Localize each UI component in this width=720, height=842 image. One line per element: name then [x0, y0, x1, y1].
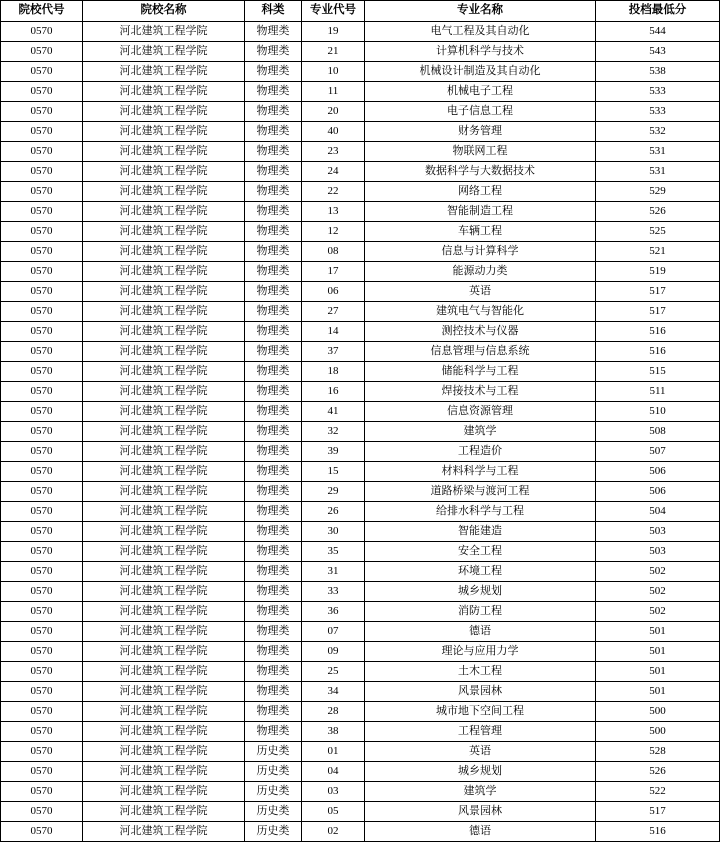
cell-school-code: 0570: [1, 282, 83, 302]
cell-min-score: 501: [596, 682, 720, 702]
cell-school-code: 0570: [1, 162, 83, 182]
table-row: [1, 162, 720, 182]
cell-school-code: 0570: [1, 202, 83, 222]
cell-major-name: 电子信息工程: [365, 102, 596, 122]
table-row: [1, 342, 720, 362]
cell-min-score: 504: [596, 502, 720, 522]
cell-school-name: 河北建筑工程学院: [83, 282, 245, 302]
cell-category: 物理类: [245, 442, 302, 462]
cell-major-code: 06: [302, 282, 365, 302]
table-row: [1, 702, 720, 722]
cell-major-code: 38: [302, 722, 365, 742]
cell-major-code: 32: [302, 422, 365, 442]
cell-category: 物理类: [245, 642, 302, 662]
table-row: [1, 502, 720, 522]
cell-major-code: 16: [302, 382, 365, 402]
table-row: [1, 422, 720, 442]
table-row: [1, 142, 720, 162]
cell-school-name: 河北建筑工程学院: [83, 142, 245, 162]
cell-min-score: 508: [596, 422, 720, 442]
cell-school-code: 0570: [1, 402, 83, 422]
cell-school-name: 河北建筑工程学院: [83, 762, 245, 782]
cell-major-code: 12: [302, 222, 365, 242]
cell-min-score: 526: [596, 202, 720, 222]
cell-major-name: 信息与计算科学: [365, 242, 596, 262]
cell-min-score: 515: [596, 362, 720, 382]
cell-major-code: 15: [302, 462, 365, 482]
cell-major-code: 30: [302, 522, 365, 542]
cell-major-name: 智能建造: [365, 522, 596, 542]
cell-min-score: 517: [596, 302, 720, 322]
cell-min-score: 502: [596, 582, 720, 602]
cell-major-name: 建筑学: [365, 422, 596, 442]
cell-min-score: 511: [596, 382, 720, 402]
cell-major-name: 消防工程: [365, 602, 596, 622]
cell-school-code: 0570: [1, 742, 83, 762]
cell-major-name: 理论与应用力学: [365, 642, 596, 662]
table-header-row: [1, 1, 720, 22]
cell-school-name: 河北建筑工程学院: [83, 62, 245, 82]
cell-major-name: 能源动力类: [365, 262, 596, 282]
cell-school-code: 0570: [1, 302, 83, 322]
cell-category: 物理类: [245, 482, 302, 502]
cell-category: 物理类: [245, 702, 302, 722]
cell-min-score: 522: [596, 782, 720, 802]
cell-school-code: 0570: [1, 122, 83, 142]
cell-category: 物理类: [245, 542, 302, 562]
cell-major-name: 工程造价: [365, 442, 596, 462]
table-row: [1, 462, 720, 482]
cell-major-name: 信息管理与信息系统: [365, 342, 596, 362]
cell-school-name: 河北建筑工程学院: [83, 582, 245, 602]
cell-major-code: 39: [302, 442, 365, 462]
cell-school-code: 0570: [1, 662, 83, 682]
column-header-major-name: 专业名称: [365, 1, 596, 22]
cell-major-code: 14: [302, 322, 365, 342]
cell-school-name: 河北建筑工程学院: [83, 622, 245, 642]
cell-major-code: 10: [302, 62, 365, 82]
cell-school-name: 河北建筑工程学院: [83, 482, 245, 502]
table-row: [1, 642, 720, 662]
cell-major-code: 40: [302, 122, 365, 142]
cell-major-code: 37: [302, 342, 365, 362]
table-row: [1, 582, 720, 602]
cell-category: 物理类: [245, 662, 302, 682]
column-header-major-code: 专业代号: [302, 1, 365, 22]
cell-school-name: 河北建筑工程学院: [83, 782, 245, 802]
cell-school-code: 0570: [1, 702, 83, 722]
cell-category: 物理类: [245, 402, 302, 422]
cell-major-name: 土木工程: [365, 662, 596, 682]
table-row: [1, 262, 720, 282]
cell-major-code: 36: [302, 602, 365, 622]
cell-min-score: 519: [596, 262, 720, 282]
cell-school-code: 0570: [1, 102, 83, 122]
cell-major-code: 18: [302, 362, 365, 382]
cell-major-name: 物联网工程: [365, 142, 596, 162]
cell-min-score: 516: [596, 322, 720, 342]
table-row: [1, 222, 720, 242]
table-row: [1, 782, 720, 802]
cell-min-score: 521: [596, 242, 720, 262]
cell-major-code: 23: [302, 142, 365, 162]
cell-major-code: 04: [302, 762, 365, 782]
table-row: [1, 542, 720, 562]
cell-school-name: 河北建筑工程学院: [83, 802, 245, 822]
cell-min-score: 529: [596, 182, 720, 202]
cell-school-name: 河北建筑工程学院: [83, 22, 245, 42]
cell-min-score: 501: [596, 622, 720, 642]
cell-school-code: 0570: [1, 82, 83, 102]
cell-school-code: 0570: [1, 142, 83, 162]
cell-school-code: 0570: [1, 802, 83, 822]
cell-category: 物理类: [245, 282, 302, 302]
cell-major-code: 41: [302, 402, 365, 422]
cell-school-code: 0570: [1, 682, 83, 702]
cell-min-score: 501: [596, 662, 720, 682]
cell-major-name: 道路桥梁与渡河工程: [365, 482, 596, 502]
cell-category: 物理类: [245, 502, 302, 522]
cell-min-score: 516: [596, 822, 720, 842]
cell-min-score: 543: [596, 42, 720, 62]
cell-school-code: 0570: [1, 782, 83, 802]
cell-major-code: 28: [302, 702, 365, 722]
cell-school-name: 河北建筑工程学院: [83, 222, 245, 242]
cell-category: 物理类: [245, 722, 302, 742]
cell-school-name: 河北建筑工程学院: [83, 662, 245, 682]
cell-min-score: 532: [596, 122, 720, 142]
column-header-school-code: 院校代号: [1, 1, 83, 22]
cell-min-score: 531: [596, 142, 720, 162]
table-row: [1, 242, 720, 262]
cell-min-score: 533: [596, 102, 720, 122]
cell-major-code: 31: [302, 562, 365, 582]
cell-major-name: 风景园林: [365, 682, 596, 702]
table-row: [1, 622, 720, 642]
cell-category: 物理类: [245, 42, 302, 62]
table-row: [1, 522, 720, 542]
cell-major-name: 计算机科学与技术: [365, 42, 596, 62]
cell-major-name: 城乡规划: [365, 762, 596, 782]
cell-school-name: 河北建筑工程学院: [83, 302, 245, 322]
cell-school-code: 0570: [1, 602, 83, 622]
table-row: [1, 102, 720, 122]
cell-school-code: 0570: [1, 22, 83, 42]
cell-school-code: 0570: [1, 822, 83, 842]
cell-school-code: 0570: [1, 242, 83, 262]
cell-school-name: 河北建筑工程学院: [83, 402, 245, 422]
cell-school-code: 0570: [1, 62, 83, 82]
cell-category: 历史类: [245, 782, 302, 802]
cell-school-name: 河北建筑工程学院: [83, 82, 245, 102]
cell-category: 物理类: [245, 162, 302, 182]
cell-major-name: 风景园林: [365, 802, 596, 822]
cell-major-name: 数据科学与大数据技术: [365, 162, 596, 182]
cell-major-name: 英语: [365, 282, 596, 302]
cell-school-code: 0570: [1, 422, 83, 442]
cell-school-name: 河北建筑工程学院: [83, 242, 245, 262]
cell-major-name: 城乡规划: [365, 582, 596, 602]
cell-major-name: 工程管理: [365, 722, 596, 742]
cell-major-name: 英语: [365, 742, 596, 762]
cell-category: 物理类: [245, 582, 302, 602]
cell-major-code: 34: [302, 682, 365, 702]
cell-school-code: 0570: [1, 342, 83, 362]
cell-school-code: 0570: [1, 762, 83, 782]
cell-major-name: 建筑学: [365, 782, 596, 802]
cell-school-name: 河北建筑工程学院: [83, 462, 245, 482]
cell-category: 物理类: [245, 102, 302, 122]
cell-school-code: 0570: [1, 522, 83, 542]
cell-major-name: 财务管理: [365, 122, 596, 142]
cell-min-score: 500: [596, 702, 720, 722]
table-row: [1, 202, 720, 222]
cell-min-score: 517: [596, 802, 720, 822]
cell-school-name: 河北建筑工程学院: [83, 542, 245, 562]
cell-major-code: 27: [302, 302, 365, 322]
cell-major-code: 29: [302, 482, 365, 502]
cell-school-code: 0570: [1, 222, 83, 242]
column-header-category: 科类: [245, 1, 302, 22]
table-row: [1, 802, 720, 822]
cell-major-name: 焊接技术与工程: [365, 382, 596, 402]
cell-school-name: 河北建筑工程学院: [83, 322, 245, 342]
table-row: [1, 662, 720, 682]
cell-major-code: 19: [302, 22, 365, 42]
cell-major-code: 24: [302, 162, 365, 182]
table-row: [1, 362, 720, 382]
cell-min-score: 501: [596, 642, 720, 662]
table-row: [1, 282, 720, 302]
cell-min-score: 507: [596, 442, 720, 462]
table-row: [1, 682, 720, 702]
cell-school-name: 河北建筑工程学院: [83, 262, 245, 282]
cell-major-code: 03: [302, 782, 365, 802]
table-row: [1, 382, 720, 402]
cell-major-code: 22: [302, 182, 365, 202]
table-row: [1, 602, 720, 622]
cell-category: 物理类: [245, 342, 302, 362]
cell-category: 物理类: [245, 682, 302, 702]
table-row: [1, 762, 720, 782]
cell-category: 物理类: [245, 382, 302, 402]
cell-min-score: 517: [596, 282, 720, 302]
table-row: [1, 562, 720, 582]
cell-major-name: 机械电子工程: [365, 82, 596, 102]
cell-school-code: 0570: [1, 622, 83, 642]
cell-school-name: 河北建筑工程学院: [83, 502, 245, 522]
cell-major-code: 33: [302, 582, 365, 602]
cell-school-name: 河北建筑工程学院: [83, 702, 245, 722]
cell-category: 物理类: [245, 462, 302, 482]
cell-school-code: 0570: [1, 482, 83, 502]
cell-category: 物理类: [245, 362, 302, 382]
cell-min-score: 503: [596, 522, 720, 542]
cell-major-name: 测控技术与仪器: [365, 322, 596, 342]
cell-school-code: 0570: [1, 542, 83, 562]
cell-category: 物理类: [245, 22, 302, 42]
cell-major-name: 智能制造工程: [365, 202, 596, 222]
cell-min-score: 528: [596, 742, 720, 762]
cell-school-name: 河北建筑工程学院: [83, 122, 245, 142]
cell-min-score: 503: [596, 542, 720, 562]
column-header-min-score: 投档最低分: [596, 1, 720, 22]
table-row: [1, 742, 720, 762]
cell-school-name: 河北建筑工程学院: [83, 182, 245, 202]
cell-major-name: 机械设计制造及其自动化: [365, 62, 596, 82]
cell-school-name: 河北建筑工程学院: [83, 202, 245, 222]
cell-min-score: 506: [596, 482, 720, 502]
table-row: [1, 22, 720, 42]
cell-major-name: 德语: [365, 822, 596, 842]
cell-major-name: 材料科学与工程: [365, 462, 596, 482]
cell-school-code: 0570: [1, 322, 83, 342]
cell-major-name: 给排水科学与工程: [365, 502, 596, 522]
cell-min-score: 506: [596, 462, 720, 482]
cell-school-name: 河北建筑工程学院: [83, 562, 245, 582]
column-header-school-name: 院校名称: [83, 1, 245, 22]
cell-min-score: 544: [596, 22, 720, 42]
cell-school-name: 河北建筑工程学院: [83, 602, 245, 622]
cell-min-score: 500: [596, 722, 720, 742]
table-row: [1, 442, 720, 462]
cell-min-score: 510: [596, 402, 720, 422]
table-row: [1, 182, 720, 202]
cell-major-code: 07: [302, 622, 365, 642]
cell-school-code: 0570: [1, 582, 83, 602]
cell-category: 物理类: [245, 322, 302, 342]
cell-major-code: 13: [302, 202, 365, 222]
cell-major-code: 01: [302, 742, 365, 762]
cell-school-code: 0570: [1, 502, 83, 522]
cell-category: 物理类: [245, 222, 302, 242]
cell-major-name: 环境工程: [365, 562, 596, 582]
cell-major-code: 02: [302, 822, 365, 842]
cell-school-code: 0570: [1, 382, 83, 402]
cell-category: 物理类: [245, 602, 302, 622]
cell-major-code: 35: [302, 542, 365, 562]
cell-category: 历史类: [245, 802, 302, 822]
cell-category: 历史类: [245, 822, 302, 842]
cell-category: 物理类: [245, 142, 302, 162]
table-body: [1, 22, 720, 842]
cell-category: 物理类: [245, 622, 302, 642]
cell-school-name: 河北建筑工程学院: [83, 382, 245, 402]
cell-school-name: 河北建筑工程学院: [83, 362, 245, 382]
cell-min-score: 538: [596, 62, 720, 82]
table-row: [1, 82, 720, 102]
cell-major-name: 城市地下空间工程: [365, 702, 596, 722]
cell-category: 物理类: [245, 122, 302, 142]
cell-school-name: 河北建筑工程学院: [83, 522, 245, 542]
cell-school-code: 0570: [1, 722, 83, 742]
cell-school-name: 河北建筑工程学院: [83, 642, 245, 662]
cell-school-name: 河北建筑工程学院: [83, 722, 245, 742]
cell-category: 历史类: [245, 762, 302, 782]
cell-category: 物理类: [245, 242, 302, 262]
cell-min-score: 525: [596, 222, 720, 242]
cell-major-code: 25: [302, 662, 365, 682]
cell-category: 物理类: [245, 302, 302, 322]
table-row: [1, 62, 720, 82]
cell-major-code: 09: [302, 642, 365, 662]
cell-category: 物理类: [245, 62, 302, 82]
table-row: [1, 402, 720, 422]
cell-major-name: 安全工程: [365, 542, 596, 562]
table-row: [1, 322, 720, 342]
cell-major-code: 08: [302, 242, 365, 262]
cell-school-name: 河北建筑工程学院: [83, 342, 245, 362]
cell-min-score: 533: [596, 82, 720, 102]
cell-school-code: 0570: [1, 562, 83, 582]
cell-category: 物理类: [245, 522, 302, 542]
cell-category: 物理类: [245, 262, 302, 282]
cell-category: 物理类: [245, 182, 302, 202]
cell-school-name: 河北建筑工程学院: [83, 682, 245, 702]
cell-school-code: 0570: [1, 182, 83, 202]
cell-major-code: 11: [302, 82, 365, 102]
cell-major-code: 26: [302, 502, 365, 522]
cell-major-name: 德语: [365, 622, 596, 642]
cell-school-name: 河北建筑工程学院: [83, 742, 245, 762]
cell-major-name: 电气工程及其自动化: [365, 22, 596, 42]
table-row: [1, 482, 720, 502]
cell-school-name: 河北建筑工程学院: [83, 822, 245, 842]
cell-school-name: 河北建筑工程学院: [83, 162, 245, 182]
cell-major-code: 05: [302, 802, 365, 822]
table-row: [1, 822, 720, 842]
cell-school-code: 0570: [1, 442, 83, 462]
cell-category: 物理类: [245, 562, 302, 582]
cell-major-code: 21: [302, 42, 365, 62]
table-row: [1, 722, 720, 742]
cell-school-code: 0570: [1, 362, 83, 382]
cell-school-code: 0570: [1, 42, 83, 62]
cell-school-name: 河北建筑工程学院: [83, 442, 245, 462]
cell-min-score: 502: [596, 602, 720, 622]
cell-category: 物理类: [245, 82, 302, 102]
cell-category: 历史类: [245, 742, 302, 762]
cell-major-name: 建筑电气与智能化: [365, 302, 596, 322]
cell-school-code: 0570: [1, 462, 83, 482]
cell-school-name: 河北建筑工程学院: [83, 42, 245, 62]
cell-school-code: 0570: [1, 262, 83, 282]
cell-major-name: 储能科学与工程: [365, 362, 596, 382]
table-row: [1, 122, 720, 142]
cell-school-code: 0570: [1, 642, 83, 662]
cell-major-name: 网络工程: [365, 182, 596, 202]
table-row: [1, 42, 720, 62]
cell-major-code: 20: [302, 102, 365, 122]
cell-major-code: 17: [302, 262, 365, 282]
cell-school-name: 河北建筑工程学院: [83, 422, 245, 442]
cell-min-score: 502: [596, 562, 720, 582]
cell-min-score: 516: [596, 342, 720, 362]
cell-category: 物理类: [245, 422, 302, 442]
table-row: [1, 302, 720, 322]
cell-major-name: 信息资源管理: [365, 402, 596, 422]
cell-min-score: 531: [596, 162, 720, 182]
cell-major-name: 车辆工程: [365, 222, 596, 242]
cell-category: 物理类: [245, 202, 302, 222]
cell-min-score: 526: [596, 762, 720, 782]
cell-school-name: 河北建筑工程学院: [83, 102, 245, 122]
